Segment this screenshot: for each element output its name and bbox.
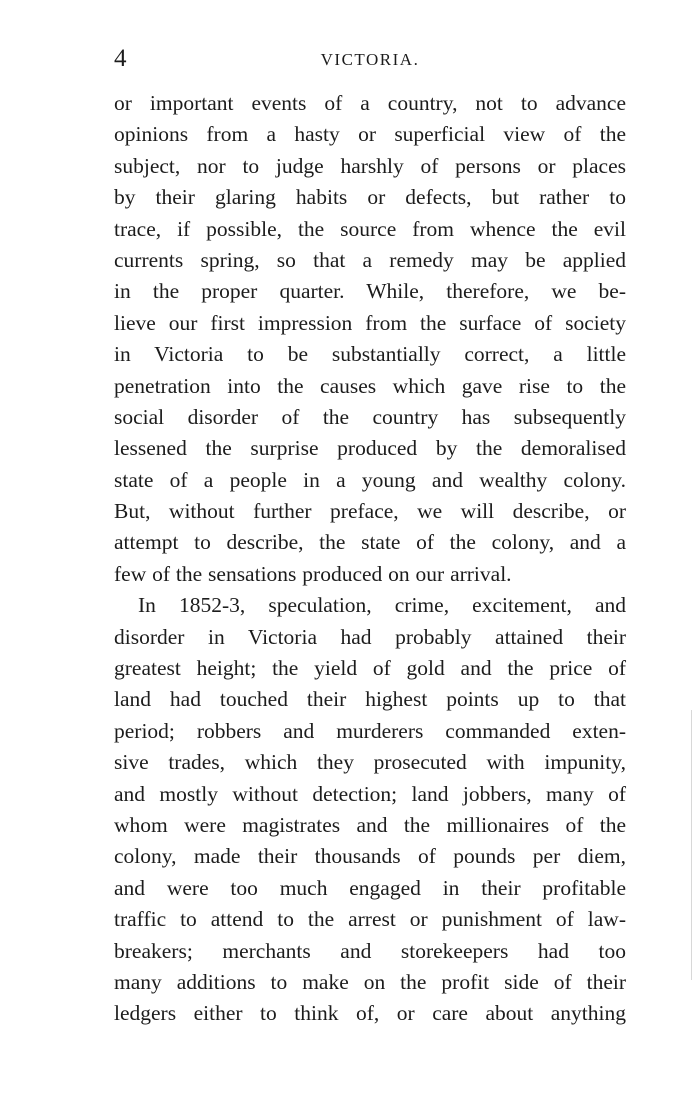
text-line: disorder in Victoria had probably attained their bbox=[114, 624, 626, 649]
text-line: In 1852-3, speculation, crime, excitement, and bbox=[138, 593, 626, 618]
text-line: or important events of a country, not to advance bbox=[114, 91, 626, 115]
text-line: land had touched their highest points up to that bbox=[114, 687, 626, 712]
text-line: in the proper quarter. While, therefore, we be- bbox=[114, 279, 626, 304]
text-line: social disorder of the country has subsequently bbox=[114, 404, 626, 429]
text-line: penetration into the causes which gave rise to the bbox=[114, 373, 626, 398]
text-line: state of a people in a young and wealthy colony. bbox=[114, 467, 626, 492]
text-line: opinions from a hasty or superficial view of the bbox=[114, 122, 626, 147]
text-line: trace, if possible, the source from whence the evil bbox=[114, 216, 626, 241]
text-line: period; robbers and murderers commanded exten- bbox=[114, 718, 626, 743]
page-edge-mark bbox=[691, 710, 692, 980]
text-line: subject, nor to judge harshly of persons or places bbox=[114, 153, 626, 178]
running-title: VICTORIA. bbox=[320, 50, 420, 69]
text-line: greatest height; the yield of gold and the price of bbox=[114, 656, 626, 681]
page-header bbox=[114, 42, 626, 76]
text-line: currents spring, so that a remedy may be applied bbox=[114, 247, 626, 272]
text-line: breakers; merchants and storekeepers had too bbox=[114, 938, 626, 963]
text-line: many additions to make on the profit side of their bbox=[114, 969, 626, 994]
body-text bbox=[114, 88, 626, 1030]
page-number: 4 bbox=[114, 45, 127, 72]
text-line: whom were magistrates and the millionaires of the bbox=[114, 812, 626, 837]
text-line: few of the sensations produced on our arrival. bbox=[114, 561, 512, 586]
text-line: lieve our first impression from the surface of society bbox=[114, 310, 626, 335]
text-line: lessened the surprise produced by the demoralised bbox=[114, 436, 626, 461]
text-line: in Victoria to be substantially correct, a little bbox=[114, 342, 626, 367]
text-line: sive trades, which they prosecuted with impunity, bbox=[114, 750, 626, 775]
text-line: and mostly without detection; land jobbers, many of bbox=[114, 781, 626, 806]
text-line: colony, made their thousands of pounds per diem, bbox=[114, 844, 626, 869]
text-line: ledgers either to think of, or care about anything bbox=[114, 1001, 626, 1026]
text-line: traffic to attend to the arrest or punishment of law- bbox=[114, 907, 626, 932]
text-line: and were too much engaged in their profitable bbox=[114, 875, 626, 900]
text-line: by their glaring habits or defects, but rather to bbox=[114, 185, 626, 210]
text-line: But, without further preface, we will describe, or bbox=[114, 499, 626, 524]
text-line: attempt to describe, the state of the colony, and a bbox=[114, 530, 626, 555]
